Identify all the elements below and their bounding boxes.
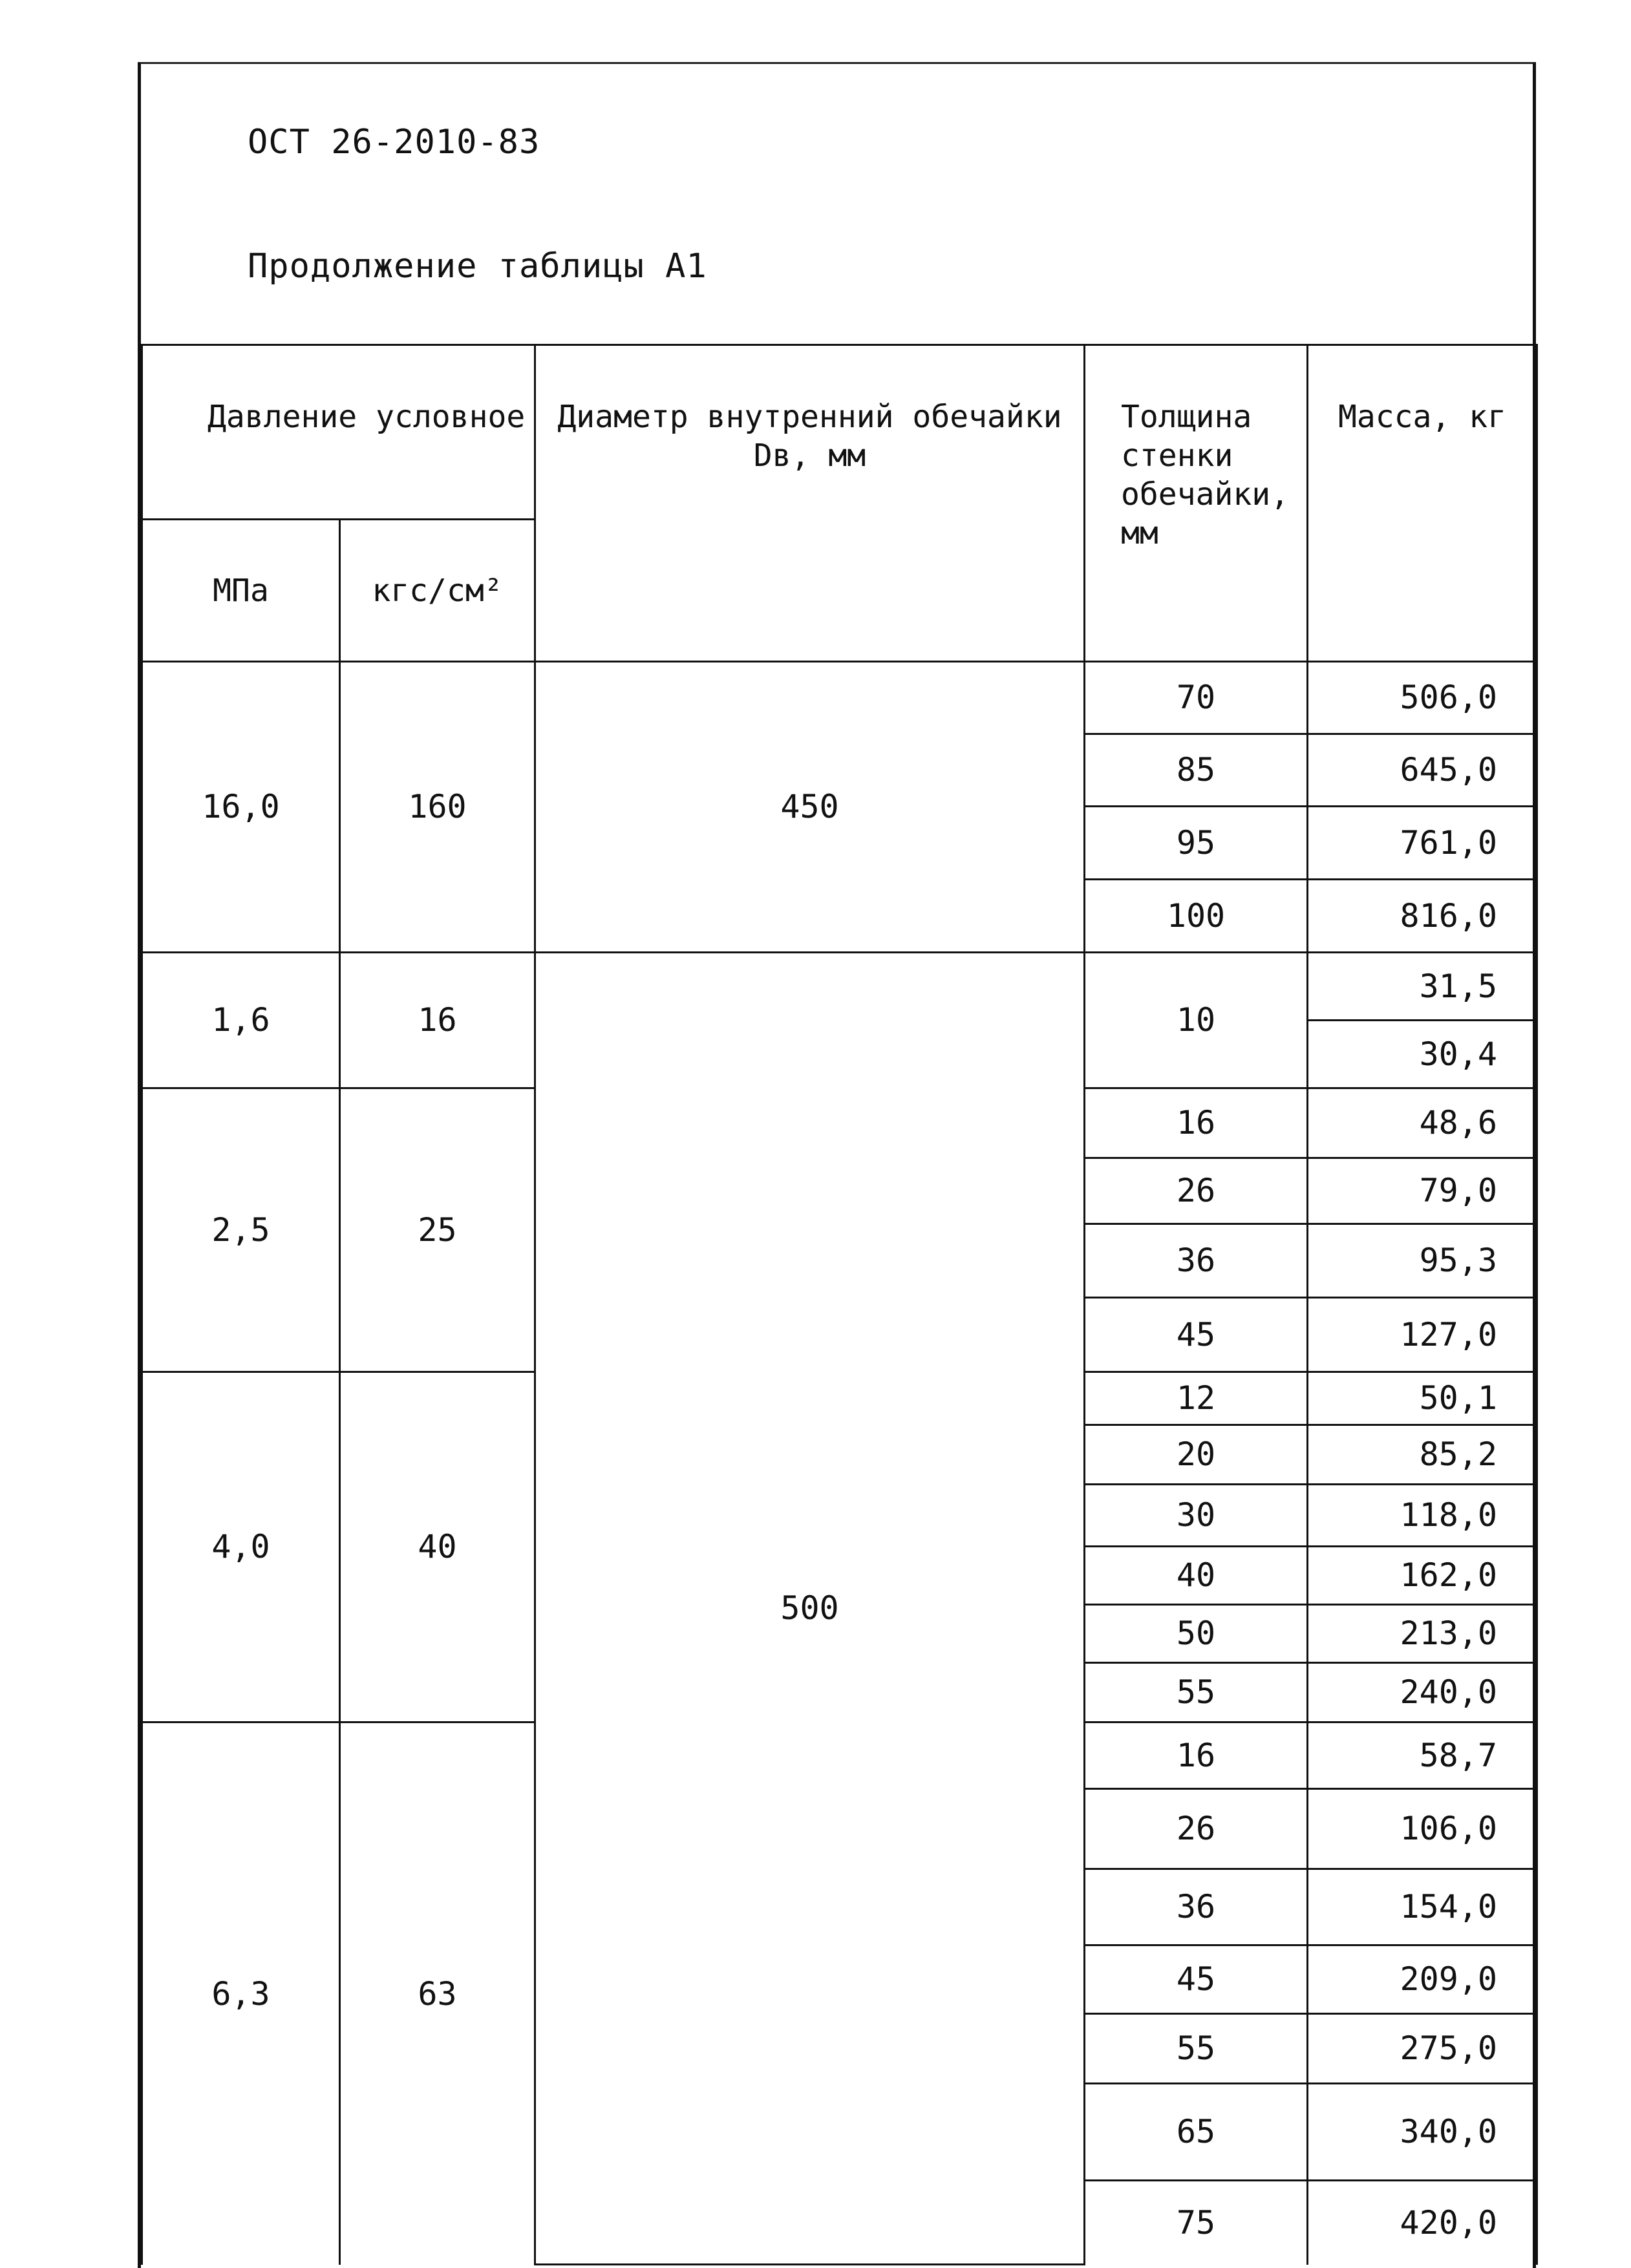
- header-pressure: Давление условное: [142, 345, 535, 520]
- header-thickness: Толщина стенки обечайки, мм: [1085, 345, 1308, 662]
- group-diameter: 450: [535, 662, 1085, 953]
- mass-cell: 58,7: [1308, 1722, 1537, 1789]
- thickness-cell: 70: [1085, 662, 1308, 734]
- mass-table: [141, 344, 1538, 2265]
- mass-cell: 213,0: [1308, 1605, 1537, 1663]
- group-kgf: 63: [340, 1722, 535, 2265]
- header-kgf: кгс/см²: [340, 520, 535, 662]
- thickness-cell: 55: [1085, 2014, 1308, 2084]
- mass-cell: 645,0: [1308, 734, 1537, 807]
- group-mpa: 4,0: [142, 1372, 340, 1722]
- thickness-cell: 45: [1085, 1945, 1308, 2014]
- mass-cell: 275,0: [1308, 2014, 1537, 2084]
- group-kgf: 16: [340, 953, 535, 1088]
- header-mass: Масса, кг: [1308, 345, 1537, 662]
- thickness-cell: 16: [1085, 1088, 1308, 1158]
- mass-cell: 816,0: [1308, 880, 1537, 953]
- mass-cell: 31,5: [1308, 953, 1537, 1021]
- mass-cell: 761,0: [1308, 807, 1537, 880]
- thickness-cell: 10: [1085, 953, 1308, 1088]
- thickness-cell: 36: [1085, 1224, 1308, 1298]
- mass-cell: 340,0: [1308, 2084, 1537, 2181]
- header-diameter: Диаметр внутренний обечайки Dв, мм: [535, 345, 1085, 662]
- mass-cell: 106,0: [1308, 1789, 1537, 1869]
- thickness-cell: 50: [1085, 1605, 1308, 1663]
- thickness-cell: 45: [1085, 1298, 1308, 1372]
- group-kgf: 25: [340, 1088, 535, 1372]
- thickness-cell: 40: [1085, 1547, 1308, 1605]
- thickness-cell: 95: [1085, 807, 1308, 880]
- header-mpa: МПа: [142, 520, 340, 662]
- document-code: ОСТ 26-2010-83: [248, 123, 540, 162]
- group-kgf: 40: [340, 1372, 535, 1722]
- mass-cell: 420,0: [1308, 2181, 1537, 2265]
- mass-cell: 95,3: [1308, 1224, 1537, 1298]
- group-kgf: 160: [340, 662, 535, 953]
- thickness-cell: 75: [1085, 2181, 1308, 2265]
- thickness-cell: 65: [1085, 2084, 1308, 2181]
- thickness-cell: 85: [1085, 734, 1308, 807]
- thickness-cell: 20: [1085, 1425, 1308, 1485]
- mass-cell: 506,0: [1308, 662, 1537, 734]
- mass-cell: 79,0: [1308, 1158, 1537, 1224]
- mass-cell: 118,0: [1308, 1485, 1537, 1547]
- table-caption: Продолжение таблицы А1: [248, 247, 707, 286]
- group-mpa: 16,0: [142, 662, 340, 953]
- thickness-cell: 26: [1085, 1158, 1308, 1224]
- mass-cell: 30,4: [1308, 1021, 1537, 1088]
- thickness-cell: 36: [1085, 1869, 1308, 1945]
- mass-cell: 127,0: [1308, 1298, 1537, 1372]
- group-mpa: 6,3: [142, 1722, 340, 2265]
- mass-cell: 48,6: [1308, 1088, 1537, 1158]
- mass-cell: 50,1: [1308, 1372, 1537, 1425]
- mass-cell: 85,2: [1308, 1425, 1537, 1485]
- mass-cell: 240,0: [1308, 1663, 1537, 1722]
- thickness-cell: 26: [1085, 1789, 1308, 1869]
- group-mpa: 2,5: [142, 1088, 340, 1372]
- thickness-cell: 30: [1085, 1485, 1308, 1547]
- mass-cell: 209,0: [1308, 1945, 1537, 2014]
- group-diameter: 500: [535, 953, 1085, 2265]
- thickness-cell: 100: [1085, 880, 1308, 953]
- mass-cell: 162,0: [1308, 1547, 1537, 1605]
- mass-cell: 154,0: [1308, 1869, 1537, 1945]
- group-mpa: 1,6: [142, 953, 340, 1088]
- thickness-cell: 16: [1085, 1722, 1308, 1789]
- thickness-cell: 55: [1085, 1663, 1308, 1722]
- thickness-cell: 12: [1085, 1372, 1308, 1425]
